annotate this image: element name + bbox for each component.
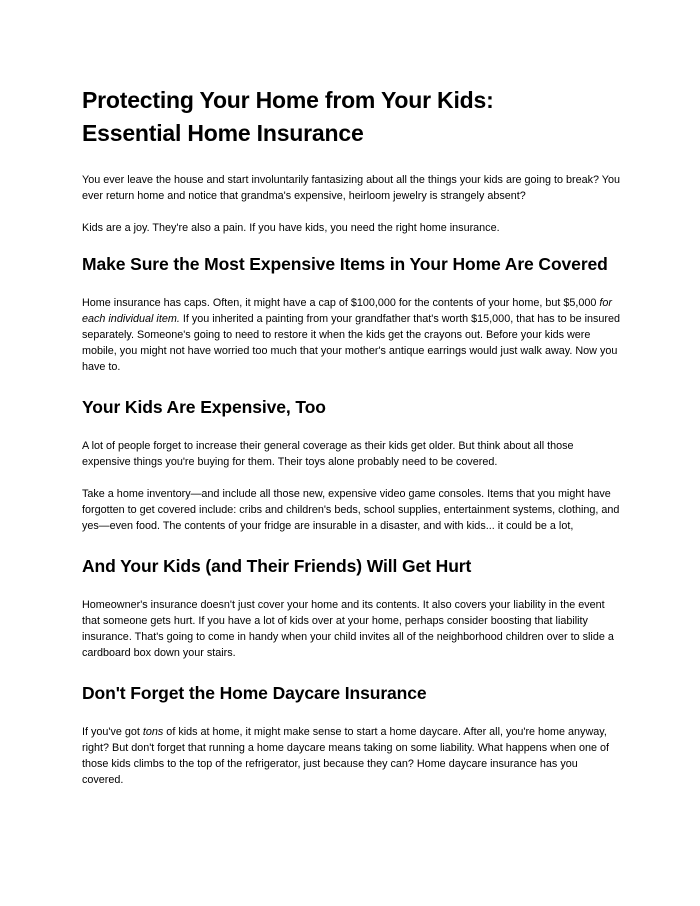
section-paragraph: Homeowner's insurance doesn't just cover your home and its contents. It also covers your liability in the event that someone gets hurt. If you have a lot of kids over at your home, perhaps consider boosting that liability insurance. That's going to come in handy when your child invites all of the neighborhood children over to slide a cardboard box down your stairs.	[82, 599, 614, 659]
emphasis-text: for each individual item.	[82, 297, 612, 325]
section-paragraph	[82, 295, 622, 375]
text-run: of kids at home, it might make sense to start a home daycare. After all, you're home anyway, right? But don't forget that running a home daycare means taking on some liability. What happens when one of those kids climbs to the top of the refrigerator, just because they can? Home daycare insurance has you covered.	[82, 726, 610, 786]
section-heading-kids-hurt: And Your Kids (and Their Friends) Will Get Hurt	[82, 556, 472, 576]
section-kids-hurt	[82, 554, 622, 661]
text-run: If you've got	[82, 726, 143, 738]
document-page	[82, 84, 622, 804]
intro-paragraph-1: You ever leave the house and start involuntarily fantasizing about all the things your kids are going to break? You ever return home and notice that grandma's expensive, heirloom jewelry is strangely absent?	[82, 174, 621, 202]
section-heading-kids-expensive: Your Kids Are Expensive, Too	[82, 397, 326, 417]
section-expensive-items	[82, 252, 622, 375]
section-paragraph	[82, 724, 622, 788]
section-kids-expensive	[82, 395, 622, 534]
title-line-1: Protecting Your Home from Your Kids:	[82, 87, 494, 113]
text-run: Home insurance has caps. Often, it might have a cap of $100,000 for the contents of your home, but $5,000	[82, 297, 600, 309]
page-title	[82, 84, 622, 150]
section-daycare	[82, 681, 622, 788]
section-paragraph: A lot of people forget to increase their general coverage as their kids get older. But think about all those expensive things you're buying for them. Their toys alone probably need to be covered.	[82, 440, 574, 468]
emphasis-text: tons	[142, 726, 164, 738]
section-heading-expensive-items: Make Sure the Most Expensive Items in Your Home Are Covered	[82, 254, 608, 274]
section-heading-daycare: Don't Forget the Home Daycare Insurance	[82, 683, 427, 703]
text-run: If you inherited a painting from your grandfather that's worth $15,000, that has to be insured separately. Someone's going to need to restore it when the kids get the crayons out. Before your kids were mobile, you might not have worried too much that your mother's antique earrings would just walk away. Now you have to.	[82, 313, 621, 373]
title-line-2: Essential Home Insurance	[82, 120, 364, 146]
intro-paragraph-2: Kids are a joy. They're also a pain. If you have kids, you need the right home insurance.	[82, 222, 500, 234]
section-paragraph: Take a home inventory—and include all those new, expensive video game consoles. Items that you might have forgotten to get covered include: cribs and children's beds, school supplies, entertainment systems, clothing, and yes—even food. The contents of your fridge are insurable in a disaster, and with kids... it could be a lot,	[82, 488, 620, 532]
